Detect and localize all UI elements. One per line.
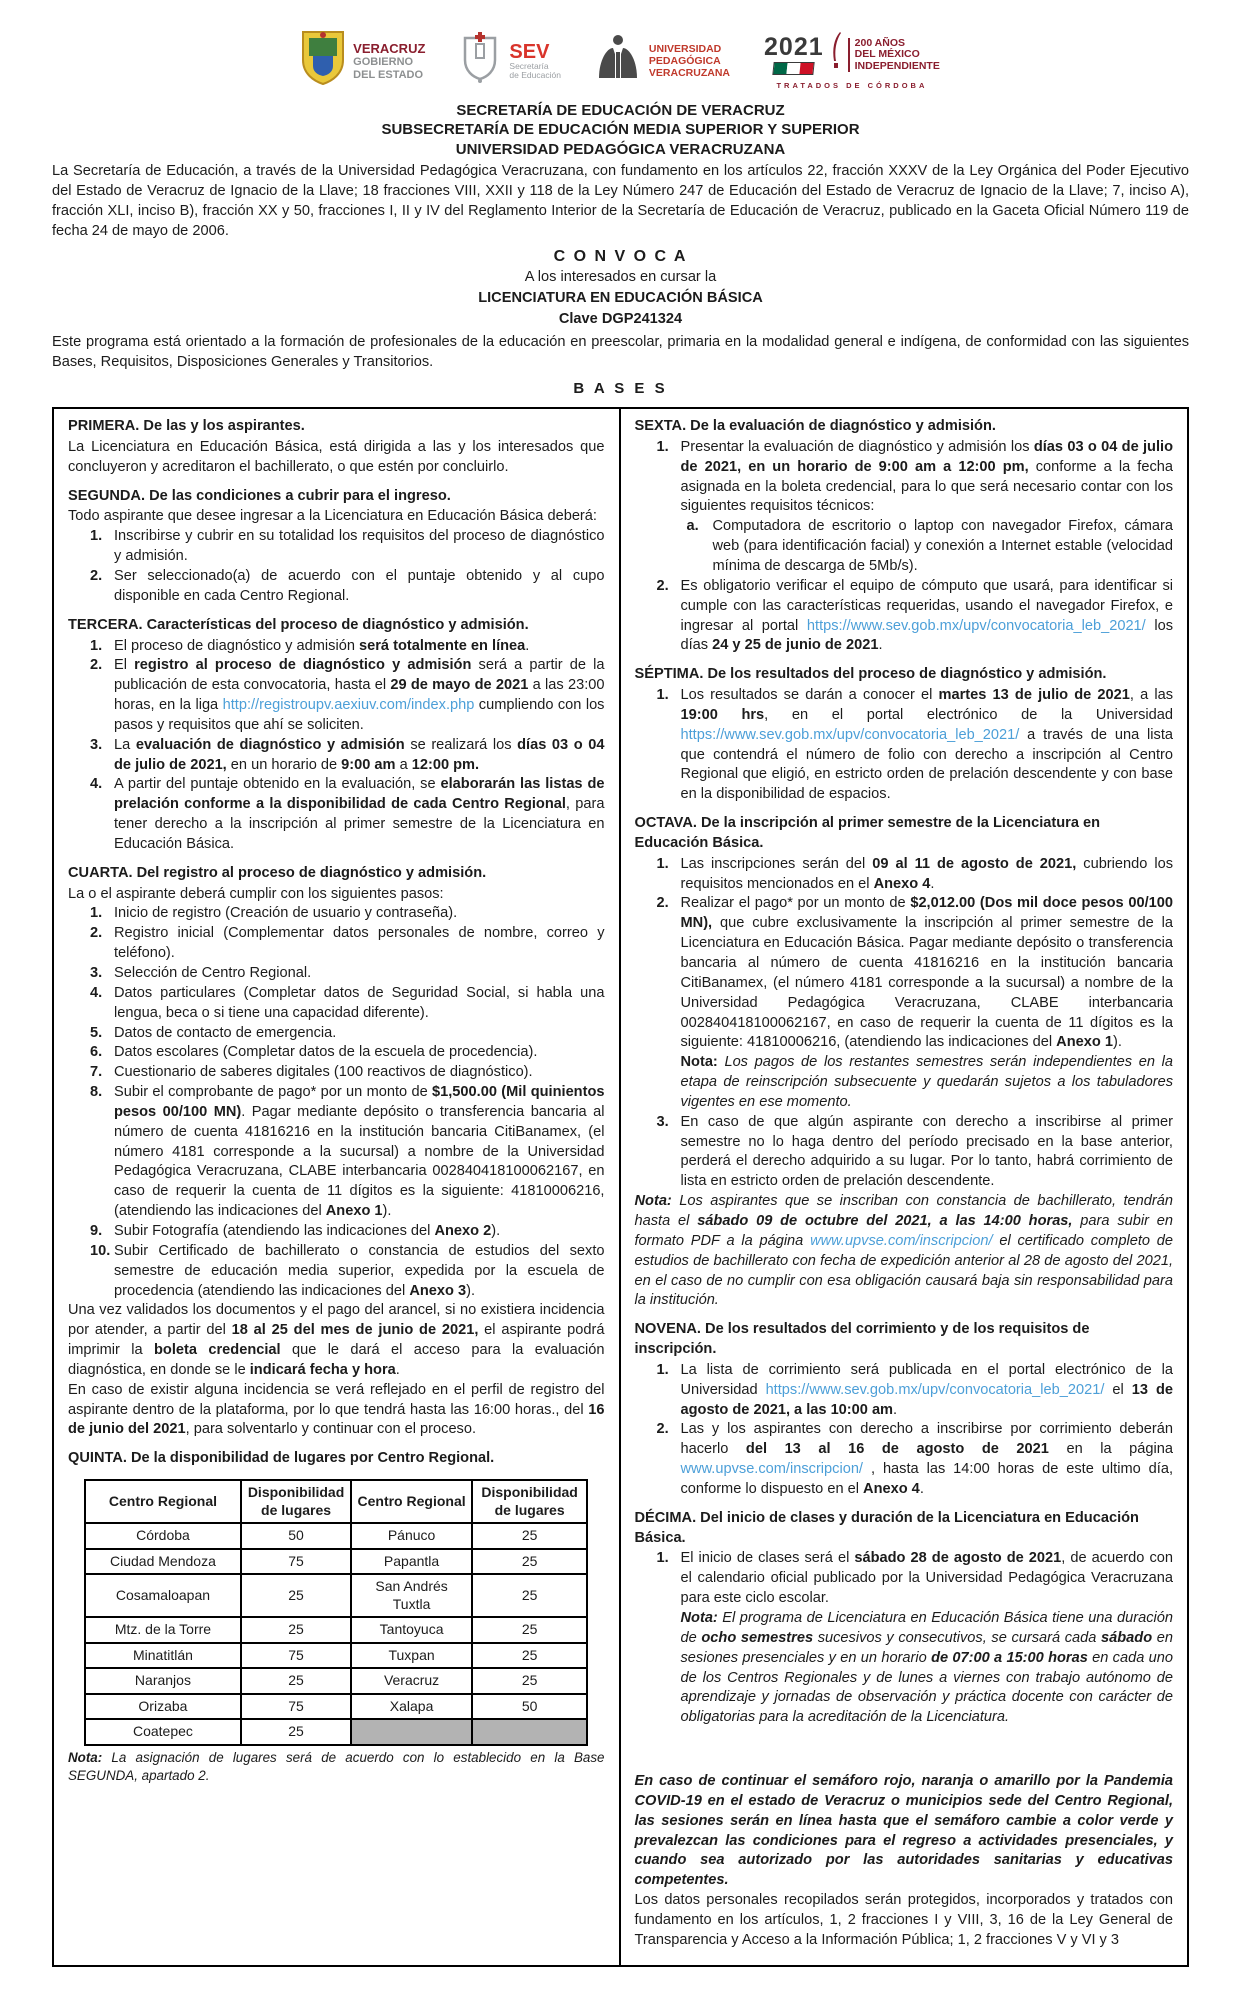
section-decima-heading: DÉCIMA. Del inicio de clases y duración de la Licenciatura en Educación Básica. — [634, 1509, 1139, 1546]
upv-logo — [595, 32, 730, 91]
table-cell: Coatepec — [85, 1719, 241, 1745]
bicentenario-year: 2021 — [764, 32, 824, 61]
table-cell-empty — [351, 1719, 472, 1745]
table-row — [85, 1523, 587, 1549]
veracruz-logo-line3: DEL ESTADO — [353, 68, 424, 81]
link[interactable]: https://www.sev.gob.mx/upv/convocatoria_leb_2021/ — [806, 617, 1146, 634]
table-cell: Minatitlán — [85, 1643, 241, 1669]
sev-logo — [459, 30, 561, 93]
list-item-number: 3. — [90, 736, 103, 753]
list-item-text: Selección de Centro Regional. — [114, 965, 312, 982]
list-item-text: Datos particulares (Completar datos de Seguridad Social, si habla una lengua, beca o si tiene una capacidad diferente). — [114, 984, 605, 1021]
section-segunda-body: Todo aspirante que desee ingresar a la Licenciatura en Educación Básica deberá: — [68, 508, 597, 525]
list-item — [68, 775, 605, 854]
program-clave: Clave DGP241324 — [558, 311, 683, 328]
quinta-table-note: Nota: La asignación de lugares será de acuerdo con lo establecido en la Base SEGUNDA, apartado 2. — [68, 1749, 605, 1783]
bicentenario-footer: TRATADOS DE CÓRDOBA — [776, 81, 928, 91]
list-item-text: El proceso de diagnóstico y admisión será totalmente en línea. — [114, 637, 530, 654]
convoca-title: C O N V O C A — [553, 247, 688, 265]
table-cell: Cosamaloapan — [85, 1574, 241, 1617]
list-item-number: 10. — [90, 1242, 111, 1259]
list-item-number: 2. — [656, 577, 669, 594]
list-item-text — [681, 438, 1174, 577]
table-cell: Córdoba — [85, 1523, 241, 1549]
list-item-text: La lista de corrimiento será publicada en el portal electrónico de la Universidad https://www.sev.gob.mx/upv/convocatoria_leb_2021/ el 13 de agosto de 2021, a las 10:00 am. — [680, 1361, 1173, 1418]
list-item-number: 9. — [90, 1222, 103, 1239]
header-logos — [52, 30, 1189, 93]
list-item-number: 1. — [90, 528, 103, 545]
bicentenario-2021-logo — [764, 31, 940, 91]
list-item — [68, 1024, 605, 1044]
table-cell: Naranjos — [85, 1668, 241, 1694]
list-item-text: Las y los aspirantes con derecho a inscribirse por corrimiento deberán hacerlo del 13 al 16 de agosto de 2021 en la página www.upvse.com/inscripcion/ , hasta las 14:00 horas de este ultimo día, conforme lo dispuesto en el Anexo 4. — [680, 1421, 1173, 1497]
program-name: LICENCIATURA EN EDUCACIÓN BÁSICA — [478, 290, 763, 307]
sev-shield-icon — [459, 30, 501, 93]
table-cell: Tuxpan — [351, 1643, 472, 1669]
list-item — [68, 656, 605, 735]
list-item-text: Cuestionario de saberes digitales (100 reactivos de diagnóstico). — [114, 1064, 533, 1081]
title-subsecretaria: SUBSECRETARÍA DE EDUCACIÓN MEDIA SUPERIOR Y SUPERIOR — [381, 121, 860, 139]
section-octava-heading: OCTAVA. De la inscripción al primer semestre de la Licenciatura en Educación Básica. — [634, 815, 1101, 851]
list-item — [68, 527, 605, 567]
list-item — [68, 567, 605, 607]
list-item-number: 1. — [656, 1550, 669, 1567]
mexico-flag-icon — [773, 62, 815, 75]
table-row — [85, 1549, 587, 1575]
convoca-subtitle: A los interesados en cursar la — [524, 269, 717, 286]
table-cell: Orizaba — [85, 1694, 241, 1720]
list-item-rich: Presentar la evaluación de diagnóstico y admisión los días 03 o 04 de julio de 2021, en un horario de 9:00 am a 12:00 pm, conforme a la fecha asignada en la boleta credencial, para lo que será necesario contar con los siguientes requisitos técnicos: — [680, 438, 1173, 515]
privacy-paragraph: Los datos personales recopilados serán protegidos, incorporados y tratados con fundamento en los artículos, 1, 2 fracciones I y VIII, 3, 16 de la Ley General de Transparencia y Acceso a la Información Pública; 1, 2 fracciones V y VI y 3 — [634, 1892, 1173, 1948]
section-quinta-heading: QUINTA. De la disponibilidad de lugares por Centro Regional. — [68, 1450, 495, 1467]
quill-icon — [830, 31, 842, 78]
list-item — [68, 637, 605, 657]
table-cell: 50 — [241, 1523, 352, 1549]
list-item-text: Ser seleccionado(a) de acuerdo con el puntaje obtenido y al cupo disponible en cada Centro Regional. — [114, 567, 605, 604]
table-cell: Xalapa — [351, 1694, 472, 1720]
veracruz-gobierno-logo — [301, 30, 425, 93]
list-item-number: 2. — [656, 1421, 669, 1438]
table-row — [85, 1574, 587, 1617]
table-cell: 75 — [241, 1549, 352, 1575]
list-item-text: Inscribirse y cubrir en su totalidad los requisitos del proceso de diagnóstico y admisión. — [114, 528, 605, 565]
list-item-text: Es obligatorio verificar el equipo de cómputo que usará, para identificar si cumple con las características requeridas, usando el navegador Firefox, e ingresar al portal https://www.sev.gob.mx/upv/convocatoria_leb_2021/ los días 24 y 25 de junio de 2021. — [680, 577, 1173, 654]
list-item-number: 3. — [90, 965, 103, 982]
sev-logo-line1: Secretaría — [509, 60, 549, 71]
table-cell: Tantoyuca — [351, 1617, 472, 1643]
list-item-number: 2. — [90, 567, 103, 584]
table-cell: 25 — [472, 1617, 588, 1643]
section-cuarta-heading: CUARTA. Del registro al proceso de diagnóstico y admisión. — [68, 864, 487, 881]
table-cell: 25 — [241, 1574, 352, 1617]
list-item-number: 3. — [656, 1113, 669, 1130]
list-item-text: Los resultados se darán a conocer el martes 13 de julio de 2021, a las 19:00 hrs, en el portal electrónico de la Universidad https://www.sev.gob.mx/upv/convocatoria_leb_2021/ a través de una lista que contendrá el número de folio con derecho a inscripción al Centro Regional que eligió, en estricto orden de prelación descendente y con base en la disponibilidad de espacios. — [680, 687, 1174, 803]
list-item — [635, 894, 1174, 1112]
list-item — [635, 1420, 1174, 1499]
list-item-text: Las inscripciones serán del 09 al 11 de agosto de 2021, cubriendo los requisitos mencionados en el Anexo 4. — [680, 855, 1173, 892]
sev-logo-name: SEV — [509, 40, 550, 63]
list-item — [635, 855, 1174, 895]
list-item-text: Registro inicial (Complementar datos personales de nombre, correo y teléfono). — [114, 925, 605, 962]
left-column — [54, 409, 621, 1965]
list-item — [68, 1242, 605, 1302]
list-item-text: Subir el comprobante de pago* por un monto de $1,500.00 (Mil quinientos pesos 00/100 MN). Pagar mediante depósito o transferencia bancaria al número de cuenta 41816216 en la institución bancaria CitiBanamex, (el número 4181 corresponde a la sucursal) a nombre de la Universidad Pedagógica Veracruzana, CLABE interbancaria 002840418100062167, en caso de requerir la cuenta de 11 dígitos es la siguiente: 41810006216, (atendiendo las indicaciones del Anexo 1). — [114, 1084, 605, 1220]
program-intro-paragraph: Este programa está orientado a la formación de profesionales de la educación en preescolar, primaria en la modalidad general e indígena, de conformidad con las siguientes Bases, Requisitos, Disposiciones Generales y Transitorios. — [52, 334, 1189, 370]
list-item-text: Datos de contacto de emergencia. — [114, 1024, 337, 1041]
table-header-row — [85, 1480, 587, 1523]
availability-table — [84, 1479, 588, 1746]
table-row — [85, 1694, 587, 1720]
table-row — [85, 1617, 587, 1643]
sub-list-item-text: Computadora de escritorio o laptop con navegador Firefox, cámara web (para identificación facial) y conexión a Internet estable (velocidad mínima de descarga de 5Mb/s). — [712, 518, 1173, 574]
table-cell: 75 — [241, 1643, 352, 1669]
list-item-text — [681, 1549, 1174, 1728]
veracruz-shield-icon — [301, 30, 345, 93]
list-item-number: 8. — [90, 1084, 103, 1101]
table-cell-empty — [472, 1719, 588, 1745]
table-row — [85, 1719, 587, 1745]
sub-list-item-letter: a. — [686, 518, 699, 535]
list-item-text: Inicio de registro (Creación de usuario y contraseña). — [114, 905, 458, 922]
list-item-text: Subir Fotografía (atendiendo las indicaciones del Anexo 2). — [114, 1222, 501, 1239]
table-header: Centro Regional — [85, 1480, 241, 1523]
list-item-number: 2. — [90, 657, 103, 674]
link[interactable]: https://www.sev.gob.mx/upv/convocatoria_leb_2021/ — [765, 1381, 1105, 1398]
table-cell: 25 — [472, 1574, 588, 1617]
table-cell: 25 — [241, 1668, 352, 1694]
table-cell: Papantla — [351, 1549, 472, 1575]
veracruz-logo-line1: VERACRUZ — [353, 40, 426, 56]
list-item-number: 1. — [90, 637, 103, 654]
table-cell: 25 — [472, 1668, 588, 1694]
list-item-text: El registro al proceso de diagnóstico y admisión será a partir de la publicación de esta convocatoria, hasta el 29 de mayo de 2021 a las 23:00 horas, en la liga http://registroupv.aexiuv.com/index.php cumpliendo con los pasos y requisitos que ahí se soliciten. — [114, 657, 605, 733]
table-cell: 50 — [472, 1694, 588, 1720]
list-item-text: Subir Certificado de bachillerato o constancia de estudios del sexto semestre de educación media superior, expedida por la escuela de procedencia (atendiendo las indicaciones del Anexo 3). — [114, 1242, 605, 1299]
table-header: Disponibilidad de lugares — [472, 1480, 588, 1523]
section-sexta-heading: SEXTA. De la evaluación de diagnóstico y admisión. — [634, 418, 996, 435]
upv-logo-line1: UNIVERSIDAD — [648, 43, 722, 56]
list-item — [68, 984, 605, 1024]
bicentenario-line1: 200 AÑOS — [854, 36, 906, 49]
table-cell: Mtz. de la Torre — [85, 1617, 241, 1643]
title-secretaria: SECRETARÍA DE EDUCACIÓN DE VERACRUZ — [456, 101, 785, 119]
list-item-number: 2. — [656, 895, 669, 912]
list-item — [68, 1222, 605, 1242]
section-septima-heading: SÉPTIMA. De los resultados del proceso de diagnóstico y admisión. — [634, 666, 1107, 683]
list-item — [68, 904, 605, 924]
list-item-number: 4. — [90, 776, 103, 793]
list-item-number: 2. — [90, 925, 103, 942]
list-item-text: A partir del puntaje obtenido en la evaluación, se elaborarán las listas de prelación conforme a la disponibilidad de cada Centro Regional, para tener derecho a la inscripción al primer semestre de la Licenciatura en Educación Básica. — [114, 776, 605, 852]
veracruz-logo-line2: GOBIERNO — [353, 55, 414, 68]
table-cell: 75 — [241, 1694, 352, 1720]
table-cell: San Andrés Tuxtla — [351, 1574, 472, 1617]
table-cell: 25 — [472, 1523, 588, 1549]
covid-notice-paragraph: En caso de continuar el semáforo rojo, naranja o amarillo por la Pandemia COVID-19 en el estado de Veracruz o municipios sede del Centro Regional, las sesiones serán en línea hasta que el semáforo cambie a color verde y prevalezcan las condiciones para el regreso a actividades presenciales, y cuando sea autorizado por las autoridades sanitarias y educativas competentes. — [634, 1773, 1173, 1889]
section-cuarta-body: La o el aspirante deberá cumplir con los siguientes pasos: — [68, 885, 444, 902]
list-item-rich: El inicio de clases será el sábado 28 de agosto de 2021, de acuerdo con el calendario oficial publicado por la Universidad Pedagógica Veracruzana para este ciclo escolar. — [680, 1550, 1173, 1607]
link[interactable]: www.upvse.com/inscripcion/ — [810, 1232, 993, 1249]
list-item — [635, 686, 1174, 805]
title-universidad: UNIVERSIDAD PEDAGÓGICA VERACRUZANA — [455, 140, 786, 158]
octava-note-paragraph: Nota: Los aspirantes que se inscriban con constancia de bachillerato, tendrán hasta el sábado 09 de octubre del 2021, a las 14:00 horas, para subir en formato PDF a la página www.upvse.com/inscripcion/ el certificado completo de estudios de bachillerato con fecha de expedición anterior al 28 de agosto del 2021, en el caso de no cumplir con esa obligación causará baja sin responsabilidad para la institución. — [634, 1193, 1173, 1309]
table-cell: Veracruz — [351, 1668, 472, 1694]
list-item — [635, 1549, 1174, 1728]
list-item — [68, 1043, 605, 1063]
list-item — [68, 964, 605, 984]
list-item-number: 5. — [90, 1024, 103, 1041]
cuarta-after-paragraph-1: Una vez validados los documentos y el pago del arancel, si no existiera incidencia por atender, a partir del 18 al 25 del mes de junio de 2021, el aspirante podrá imprimir la boleta credencial que le dará el acceso para la evaluación diagnóstica, en donde se le indicará fecha y hora. — [68, 1302, 605, 1378]
link[interactable]: www.upvse.com/inscripcion/ — [680, 1461, 863, 1478]
table-header: Disponibilidad de lugares — [241, 1480, 352, 1523]
list-item-text — [681, 894, 1174, 1112]
table-header: Centro Regional — [351, 1480, 472, 1523]
list-item — [635, 1361, 1174, 1421]
sev-logo-line2: de Educación — [509, 70, 561, 81]
upv-logo-line3: VERACRUZANA — [648, 67, 731, 80]
bases-label: B A S E S — [573, 379, 668, 397]
section-segunda-heading: SEGUNDA. De las condiciones a cubrir para el ingreso. — [68, 487, 451, 504]
list-item-number: 1. — [90, 905, 103, 922]
list-item — [68, 924, 605, 964]
table-cell: 25 — [472, 1549, 588, 1575]
section-primera-heading: PRIMERA. De las y los aspirantes. — [68, 418, 305, 435]
list-item-rich: Realizar el pago* por un monto de $2,012.00 (Dos mil doce pesos 00/100 MN), que cubre exclusivamente la inscripción al primer semestre de la Licenciatura en Educación Básica. Pagar mediante depósito o transferencia bancaria al número de cuenta 41816216 en la institución bancaria CitiBanamex, (el número 4181 corresponde a la sucursal) a nombre de la Universidad Pedagógica Veracruzana, CLABE interbancaria 002840418100062167, en caso de requerir la cuenta de 11 dígitos es la siguiente: 41810006216, (atendiendo las indicaciones del Anexo 1). — [680, 895, 1173, 1051]
list-item — [635, 1113, 1174, 1192]
list-item — [635, 577, 1174, 656]
list-item-note: Nota: Los pagos de los restantes semestres serán independientes en la etapa de reinscripción subsecuente y quedarán sujetos a los tabuladores vigentes en ese momento. — [680, 1054, 1173, 1110]
table-cell: Ciudad Mendoza — [85, 1549, 241, 1575]
table-cell: 25 — [472, 1643, 588, 1669]
upv-logo-line2: PEDAGÓGICA — [648, 55, 721, 68]
right-column — [621, 409, 1188, 1965]
section-tercera-heading: TERCERA. Características del proceso de diagnóstico y admisión. — [68, 616, 529, 633]
bicentenario-line2: DEL MÉXICO — [854, 48, 920, 61]
table-cell: 25 — [241, 1617, 352, 1643]
list-item-note: Nota: El programa de Licenciatura en Educación Básica tiene una duración de ocho semestres sucesivos y consecutivos, se cursará cada sábado en sesiones presenciales y en un horario de 07:00 a 15:00 horas en cada uno de los Centros Regionales y de lunes a viernes con trabajo autónomo de aprendizaje y jornadas de observación y práctica docente con carácter de obligatorias para la acreditación de la Licenciatura. — [680, 1610, 1173, 1726]
list-item-number: 1. — [656, 855, 669, 872]
section-primera-body: La Licenciatura en Educación Básica, está dirigida a las y los interesados que concluyeron y acreditaron el bachillerato, o que estén por concluirlo. — [68, 438, 605, 475]
list-item-number: 4. — [90, 984, 103, 1001]
bases-box — [52, 407, 1189, 1967]
bicentenario-line3: INDEPENDIENTE — [854, 59, 940, 72]
list-item-number: 1. — [656, 438, 669, 455]
list-item-text: La evaluación de diagnóstico y admisión se realizará los días 03 o 04 de julio de 2021, en un horario de 9:00 am a 12:00 pm. — [114, 736, 605, 773]
section-novena-heading: NOVENA. De los resultados del corrimiento y de los requisitos de inscripción. — [634, 1321, 1090, 1358]
link[interactable]: https://www.sev.gob.mx/upv/convocatoria_leb_2021/ — [680, 726, 1020, 743]
upv-figure-icon — [595, 32, 641, 91]
list-item-number: 7. — [90, 1064, 103, 1081]
table-cell: 25 — [241, 1719, 352, 1745]
cuarta-after-paragraph-2: En caso de existir alguna incidencia se verá reflejado en el perfil de registro del aspirante dentro de la plataforma, por lo que tendrá hasta las 16:00 horas., del 16 de junio del 2021, para solventarlo y continuar con el proceso. — [68, 1381, 605, 1438]
list-item — [635, 438, 1174, 577]
legal-intro-paragraph: La Secretaría de Educación, a través de la Universidad Pedagógica Veracruzana, con fundamento en los artículos 22, fracción XXXV de la Ley Orgánica del Poder Ejecutivo del Estado de Veracruz de Ignacio de la Llave; 18 fracciones VIII, XXII y 118 de la Ley Número 247 de Educación del Estado de Veracruz de Ignacio de la Llave; 7, inciso A), fracción XLI, inciso B), fracción XX y 50, fracciones I, II y IV del Reglamento Interior de la Secretaría de Educación de Veracruz, publicado en la Gaceta Oficial Número 119 de fecha 24 de mayo de 2006. — [52, 163, 1189, 239]
link[interactable]: http://registroupv.aexiuv.com/index.php — [222, 697, 475, 714]
list-item-number: 1. — [656, 1361, 669, 1378]
list-item — [68, 736, 605, 776]
table-row — [85, 1643, 587, 1669]
table-row — [85, 1668, 587, 1694]
list-item-text: Datos escolares (Completar datos de la escuela de procedencia). — [114, 1044, 538, 1061]
list-item-text: En caso de que algún aspirante con derecho a inscribirse al primer semestre no lo haga dentro del período precisado en la base anterior, perderá el derecho adquirido a su lugar. Por lo tanto, habrá corrimiento de lista en estricto orden de prelación descendente. — [680, 1113, 1173, 1190]
table-cell: Pánuco — [351, 1523, 472, 1549]
list-item-number: 1. — [656, 687, 669, 704]
sub-list-item — [681, 517, 1174, 577]
list-item — [68, 1063, 605, 1083]
list-item — [68, 1083, 605, 1222]
list-item-number: 6. — [90, 1044, 103, 1061]
